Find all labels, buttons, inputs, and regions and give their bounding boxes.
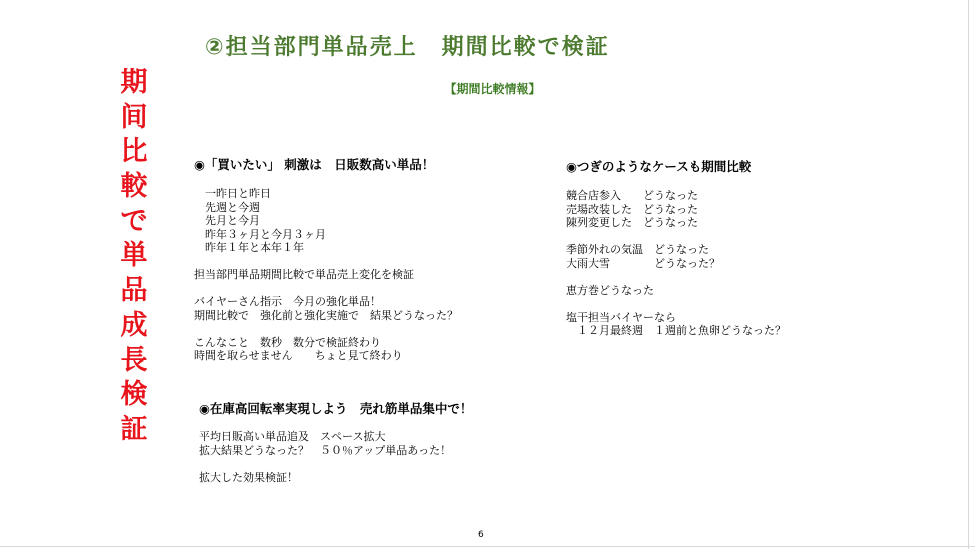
text-line: 期間比較で 強化前と強化実施で 結果どうなった？ bbox=[194, 308, 458, 322]
text-line: 大雨大雪 どうなった？ bbox=[566, 256, 720, 270]
vertical-title-char: 品 bbox=[120, 275, 148, 307]
text-line: こんなこと 数秒 数分で検証終わり bbox=[194, 335, 381, 349]
text-line: 先月と今月 bbox=[194, 214, 260, 227]
slide-subtitle: 【期間比較情報】 bbox=[444, 82, 541, 96]
text-line: 陳列変更した どうなった bbox=[566, 216, 698, 229]
right-block-heading: ◉つぎのようなケースも期間比較 bbox=[566, 159, 752, 174]
vertical-title bbox=[112, 66, 156, 448]
page-number: 6 bbox=[478, 530, 484, 540]
bottom-block-lines bbox=[199, 430, 472, 484]
text-line: 平均日販高い単品追及 スペース拡大 bbox=[199, 430, 386, 443]
text-line bbox=[566, 270, 786, 284]
text-line: バイヤーさん指示 今月の強化単品！ bbox=[194, 295, 381, 308]
vertical-title-char: 比 bbox=[120, 136, 148, 168]
text-line bbox=[194, 282, 458, 296]
text-line bbox=[566, 230, 786, 244]
vertical-title-char: 証 bbox=[120, 413, 148, 445]
left-text-block bbox=[194, 155, 458, 363]
text-line: 一昨日と昨日 bbox=[194, 187, 271, 200]
left-block-lines bbox=[194, 187, 458, 363]
text-line: 担当部門単品期間比較で単品売上変化を検証 bbox=[194, 268, 414, 281]
vertical-title-char: 期 bbox=[120, 67, 148, 98]
text-line: 売場改装した どうなった bbox=[566, 202, 698, 216]
vertical-title-char: 间 bbox=[120, 101, 148, 133]
vertical-title-char: で bbox=[120, 205, 148, 237]
text-line: 時間を取らせません ちょと見て終わり bbox=[194, 349, 403, 362]
text-line: 塩干担当バイヤーなら bbox=[566, 310, 676, 324]
vertical-title-char: 長 bbox=[120, 344, 148, 376]
text-line: 恵方巻どうなった bbox=[566, 283, 654, 297]
text-line: 昨年１年と本年１年 bbox=[194, 241, 304, 254]
text-line: １２月最終週 １週前と魚卵どうなった？ bbox=[566, 324, 786, 337]
right-block-lines bbox=[566, 189, 786, 338]
vertical-title-char: 検 bbox=[120, 379, 148, 411]
text-line bbox=[199, 457, 472, 471]
text-line: 季節外れの気温 どうなった bbox=[566, 243, 709, 256]
text-line bbox=[194, 322, 458, 336]
text-line bbox=[566, 297, 786, 311]
text-line: 昨年３ヶ月と今月３ヶ月 bbox=[194, 227, 326, 241]
vertical-title-char: 成 bbox=[120, 309, 148, 341]
right-text-block bbox=[566, 157, 786, 338]
vertical-title-char: 較 bbox=[120, 171, 148, 203]
bottom-text-block bbox=[199, 399, 472, 484]
slide-border-bottom bbox=[0, 546, 975, 547]
text-line bbox=[194, 255, 458, 269]
left-block-heading: ◉「買いたい」 刺激は 日販数高い単品！ bbox=[194, 157, 435, 172]
bottom-block-heading: ◉在庫高回転率実現しよう 売れ筋単品集中で！ bbox=[199, 401, 473, 416]
vertical-title-char: 単 bbox=[120, 240, 148, 272]
text-line: 拡大した効果検証！ bbox=[199, 470, 298, 484]
text-line: 先週と今週 bbox=[194, 200, 260, 214]
text-line: 競合店参入 どうなった bbox=[566, 189, 698, 202]
slide-title: ②担当部門単品売上 期間比較で検証 bbox=[205, 35, 610, 60]
text-line: 拡大結果どうなった？ ５０％アップ単品あった！ bbox=[199, 443, 452, 457]
